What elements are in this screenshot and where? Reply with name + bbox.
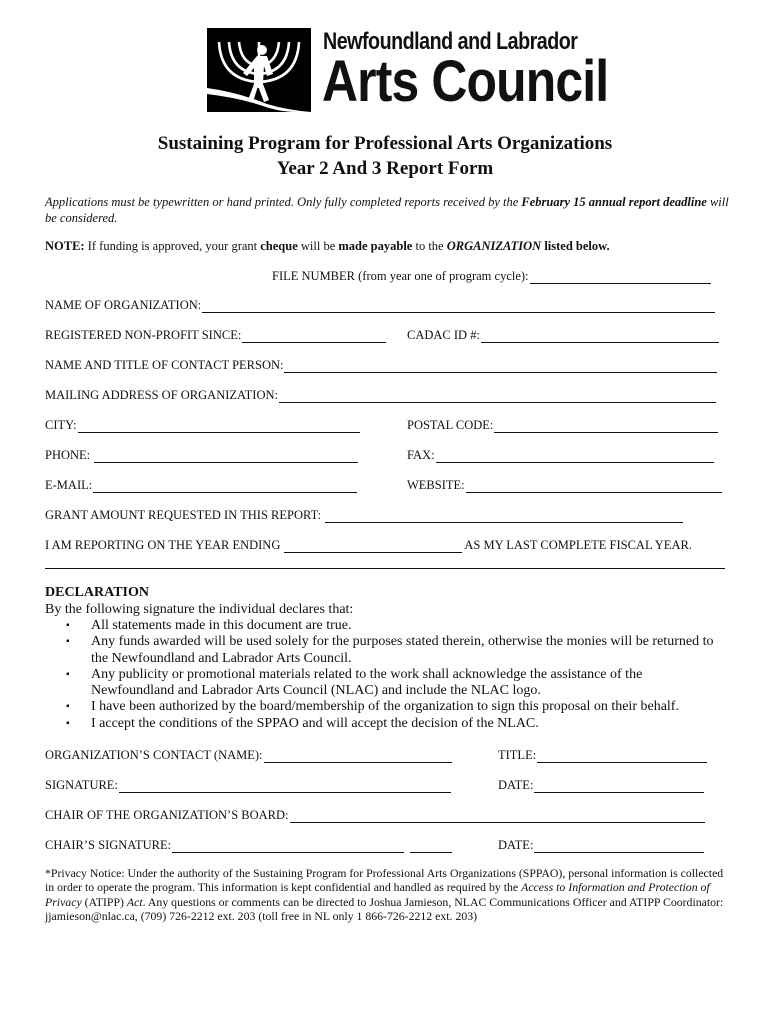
bullet-icon: ▪ (66, 717, 70, 729)
chair-signature-input-line[interactable] (172, 840, 404, 853)
payment-note: NOTE: If funding is approved, your grant cheque will be made payable to the ORGANIZATION listed below. (45, 239, 610, 253)
declaration-heading: DECLARATION (45, 585, 149, 600)
cadac-id-field[interactable]: CADAC ID #: (407, 327, 719, 343)
email-input-line[interactable] (93, 480, 357, 493)
fiscal-year-field[interactable]: I AM REPORTING ON THE YEAR ENDING AS MY LAST COMPLETE FISCAL YEAR. (45, 538, 692, 552)
board-chair-input-line[interactable] (290, 810, 705, 823)
postal-code-input-line[interactable] (494, 420, 718, 433)
mailing-address-input-line[interactable] (279, 390, 716, 403)
logo-org-name-line2: Arts Council (322, 49, 609, 114)
list-item: ▪ All statements made in this document are true. (66, 618, 352, 633)
bullet-icon: ▪ (66, 701, 70, 713)
grant-amount-input-line[interactable] (325, 510, 683, 523)
list-item: ▪ Any funds awarded will be used solely for the purposes stated therein, otherwise the monies will be returned to the Newfoundland and Labrador Arts Council. (66, 634, 714, 666)
city-input-line[interactable] (78, 420, 360, 433)
org-name-field[interactable]: NAME OF ORGANIZATION: (45, 297, 715, 313)
form-subtitle: Year 2 And 3 Report Form (276, 158, 494, 179)
phone-input-line[interactable] (94, 450, 358, 463)
phone-field[interactable]: PHONE: (45, 447, 358, 463)
bullet-icon: ▪ (66, 620, 70, 631)
intro-text: Applications must be typewritten or hand printed. Only fully completed reports received by the February 15 annual report deadline will be considered. (45, 195, 729, 225)
website-field[interactable]: WEBSITE: (407, 477, 722, 493)
chair-signature-input-line-extra[interactable] (410, 840, 452, 853)
contact-name-field[interactable]: ORGANIZATION’S CONTACT (NAME): (45, 747, 452, 763)
file-number-field[interactable]: FILE NUMBER (from year one of program cycle): (272, 268, 711, 284)
signature-field[interactable]: SIGNATURE: (45, 777, 451, 793)
fax-input-line[interactable] (436, 450, 714, 463)
registered-since-input-line[interactable] (242, 330, 386, 343)
chair-date-input-line[interactable] (534, 840, 704, 853)
list-item: ▪ Any publicity or promotional materials related to the work shall acknowledge the assistance of the Newfoundland and Labrador Arts Council (NLAC) and include the NLAC logo. (66, 666, 643, 699)
website-input-line[interactable] (466, 480, 722, 493)
title-input-line[interactable] (537, 750, 707, 763)
chair-date-field[interactable]: DATE: (498, 837, 704, 853)
date-input-line[interactable] (534, 780, 704, 793)
bullet-icon: ▪ (66, 636, 70, 648)
file-number-input-line[interactable] (530, 271, 711, 284)
registered-since-field[interactable]: REGISTERED NON-PROFIT SINCE: (45, 327, 386, 343)
chair-signature-field[interactable]: CHAIR’S SIGNATURE: (45, 837, 452, 853)
mailing-address-field[interactable]: MAILING ADDRESS OF ORGANIZATION: (45, 387, 716, 403)
email-field[interactable]: E-MAIL: (45, 477, 357, 493)
logo-org-name-line1: Newfoundland and Labrador (323, 28, 578, 55)
deadline-text: February 15 annual report deadline (521, 195, 707, 209)
org-name-input-line[interactable] (202, 300, 715, 313)
cadac-id-input-line[interactable] (481, 330, 719, 343)
postal-code-field[interactable]: POSTAL CODE: (407, 417, 718, 433)
contact-person-input-line[interactable] (284, 360, 717, 373)
fiscal-year-input-line[interactable] (284, 540, 462, 553)
grant-amount-field[interactable]: GRANT AMOUNT REQUESTED IN THIS REPORT: (45, 507, 683, 523)
nlac-logo-emblem (207, 28, 311, 112)
list-item: ▪ I accept the conditions of the SPPAO and will accept the decision of the NLAC. (66, 715, 539, 731)
signature-input-line[interactable] (119, 780, 451, 793)
board-chair-field[interactable]: CHAIR OF THE ORGANIZATION’S BOARD: (45, 807, 705, 823)
city-field[interactable]: CITY: (45, 417, 360, 433)
bullet-icon: ▪ (66, 668, 70, 680)
contact-person-field[interactable]: NAME AND TITLE OF CONTACT PERSON: (45, 357, 717, 373)
list-item: ▪ I have been authorized by the board/membership of the organization to sign this proposal on their behalf. (66, 699, 679, 715)
declaration-list (66, 618, 726, 732)
privacy-notice: *Privacy Notice: Under the authority of the Sustaining Program for Professional Arts Organizations (SPPAO), personal information is collected in order to operate the program. This information is kept confidential and handled as required by the Access to Information and Protection of Privacy (ATIPP) Act. Any questions or comments can be directed to Joshua Jamieson, NLAC Communications Officer and ATIPP Coordinator: jjamieson@nlac.ca, (709) 726-2212 ext. 203 (toll free in NL only 1 866-726-2212 ext. 203) (45, 866, 724, 923)
fax-field[interactable]: FAX: (407, 447, 714, 463)
section-divider (45, 568, 725, 569)
declaration-intro: By the following signature the individual declares that: (45, 602, 354, 617)
contact-name-input-line[interactable] (264, 750, 452, 763)
date-field[interactable]: DATE: (498, 777, 704, 793)
title-field[interactable]: TITLE: (498, 747, 707, 763)
form-title: Sustaining Program for Professional Arts Organizations (157, 133, 613, 154)
